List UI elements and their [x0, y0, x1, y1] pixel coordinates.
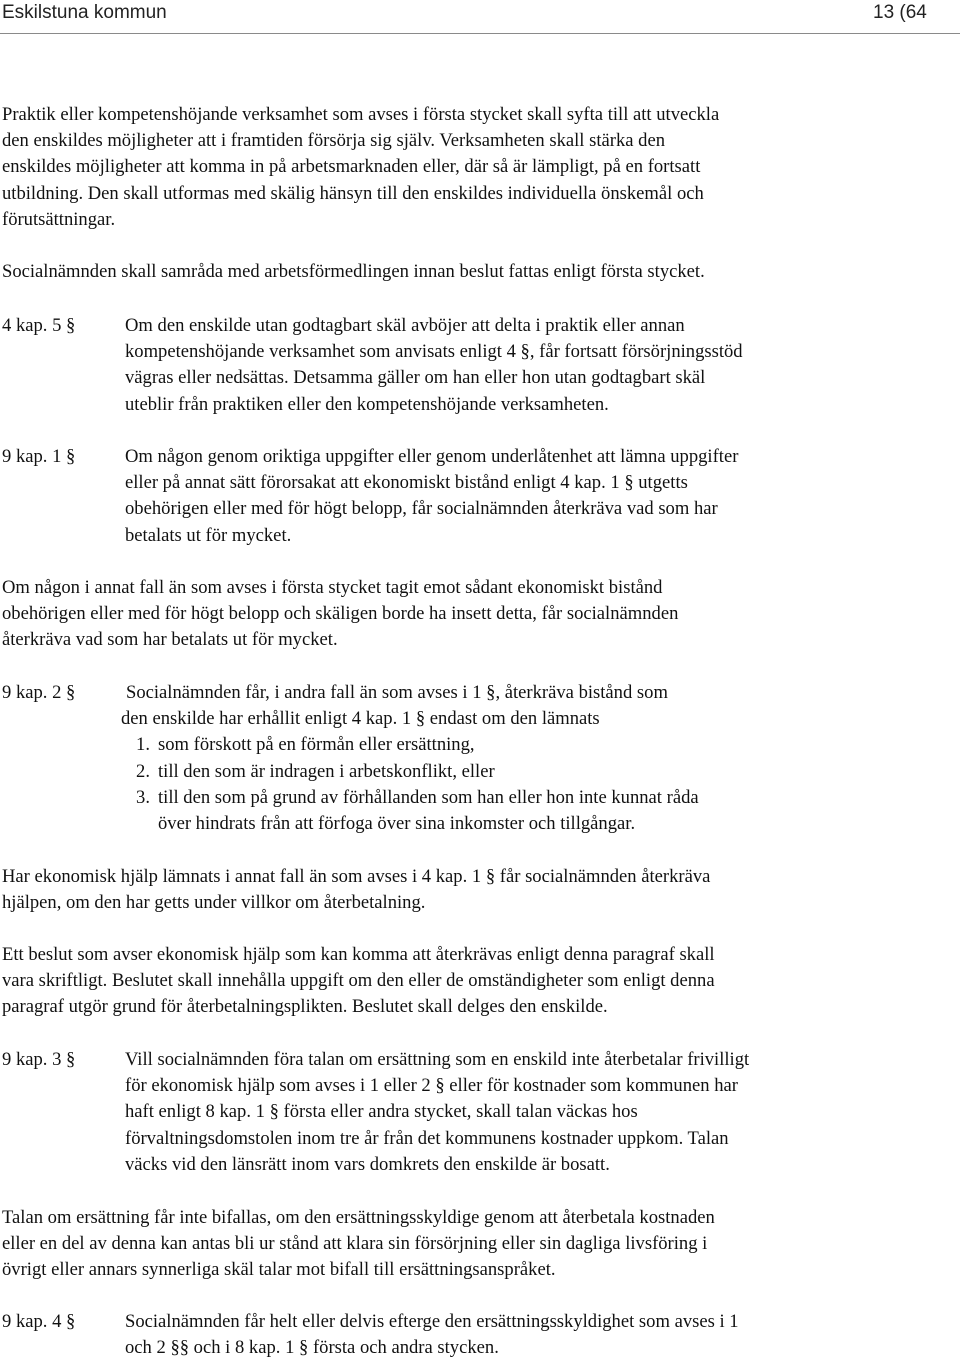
section-ref: 4 kap. 5 §: [2, 315, 76, 336]
text-line: vägras eller nedsättas. Detsamma gäller om han eller hon utan godtagbart skäl: [125, 367, 706, 389]
text-line: obehörigen eller med för högt belopp, får socialnämnden återkräva vad som har: [125, 498, 718, 520]
text-line: övrigt eller annars synnerliga skäl talar mot bifall till ersättningsanspråket.: [2, 1259, 556, 1281]
text-line: återkräva vad som har betalats ut för mycket.: [2, 629, 338, 651]
header-org: Eskilstuna kommun: [2, 2, 167, 23]
paragraph-9-3-second: [2, 1205, 715, 1284]
list-text: som förskott på en förmån eller ersättning,: [158, 734, 475, 756]
text-line: uteblir från praktiken eller den kompetenshöjande verksamheten.: [125, 393, 609, 415]
section-body: [125, 313, 743, 418]
text-line: för ekonomisk hjälp som avses i 1 eller 2 § eller för kostnader som kommunen har: [125, 1075, 738, 1097]
intro-paragraph: [2, 102, 719, 233]
text-line: Har ekonomisk hjälp lämnats i annat fall än som avses i 4 kap. 1 § får socialnämnden återkräva: [2, 866, 711, 887]
section-body: [125, 444, 738, 549]
paragraph-9-1-second: [2, 575, 678, 654]
text-line: vara skriftligt. Beslutet skall innehålla uppgift om den eller de omständigheter som enligt denna: [2, 970, 715, 992]
list-text: till den som är indragen i arbetskonflikt, eller: [158, 760, 495, 782]
list-number: 1.: [136, 734, 150, 756]
text-line: betalats ut för mycket.: [125, 524, 292, 546]
text-line: hjälpen, om den har getts under villkor om återbetalning.: [2, 892, 426, 914]
section-ref: 9 kap. 3 §: [2, 1049, 76, 1070]
text-line: Socialnämnden skall samråda med arbetsförmedlingen innan beslut fattas enligt första stycket.: [2, 261, 705, 282]
list-number: 2.: [136, 760, 150, 782]
paragraph-9-2-second: [2, 864, 710, 916]
text-line: Ett beslut som avser ekonomisk hjälp som kan komma att återkrävas enligt denna paragraf skall: [2, 944, 715, 965]
section-body: [125, 1309, 739, 1361]
text-line: Praktik eller kompetenshöjande verksamhet som avses i första stycket skall syfta till att utveckla: [2, 104, 720, 125]
section-ref: 9 kap. 1 §: [2, 446, 76, 467]
text-line: obehörigen eller med för högt belopp och skäligen borde ha insett detta, får socialnämnden: [2, 603, 679, 625]
text-line: Om den enskilde utan godtagbart skäl avböjer att delta i praktik eller annan: [125, 315, 685, 336]
section-body: [126, 680, 668, 706]
list-item: [114, 785, 699, 811]
text-line: den enskildes möjligheter att i framtiden försörja sig själv. Verksamheten skall stärka den: [2, 130, 666, 152]
text-line: förvaltningsdomstolen inom tre år från det kommunens kostnader uppkom. Talan: [125, 1127, 729, 1149]
text-line: den enskilde har erhållit enligt 4 kap. 1 § endast om den lämnats: [121, 708, 600, 730]
section-ref: 9 kap. 4 §: [2, 1311, 76, 1332]
text-line: haft enligt 8 kap. 1 § första eller andra stycket, skall talan väckas hos: [125, 1101, 638, 1123]
text-line: Vill socialnämnden föra talan om ersättning som en enskild inte återbetalar frivilligt: [125, 1049, 750, 1070]
text-line: Om någon genom oriktiga uppgifter eller genom underlåtenhet att lämna uppgifter: [125, 446, 739, 467]
text-line: väcks vid den länsrätt inom vars domkrets den enskilde är bosatt.: [125, 1153, 610, 1175]
text-line: förutsättningar.: [2, 208, 116, 230]
text-line: Socialnämnden får, i andra fall än som avses i 1 §, återkräva bistånd som: [126, 682, 668, 703]
section-body: [125, 1047, 749, 1178]
consult-paragraph: [2, 259, 705, 285]
text-line: eller på annat sätt förorsakat att ekonomiskt bistånd enligt 4 kap. 1 § utgetts: [125, 472, 688, 494]
section-ref: 9 kap. 2 §: [2, 682, 76, 703]
list-item-continuation: [114, 811, 699, 837]
text-line: Talan om ersättning får inte bifallas, om den ersättningsskyldige genom att återbetala kostnaden: [2, 1207, 715, 1228]
list-item: [114, 759, 699, 785]
section-body: [121, 706, 600, 732]
numbered-list: [114, 732, 699, 837]
text-line: paragraf utgör grund för återbetalningsplikten. Beslutet skall delges den enskilde.: [2, 996, 608, 1018]
list-item: [114, 732, 699, 758]
paragraph-9-2-third: [2, 942, 715, 1021]
text-line: utbildning. Den skall utformas med skälig hänsyn till den enskildes individuella önskemål och: [2, 182, 704, 204]
list-text: över hindrats från att förfoga över sina inkomster och tillgångar.: [158, 812, 636, 834]
header-divider: [0, 33, 960, 34]
text-line: kompetenshöjande verksamhet som anvisats enligt 4 §, får fortsatt försörjningsstöd: [125, 341, 743, 363]
text-line: Socialnämnden får helt eller delvis efterge den ersättningsskyldighet som avses i 1: [125, 1311, 739, 1332]
text-line: enskildes möjligheter att komma in på arbetsmarknaden eller, där så är lämpligt, på en fortsatt: [2, 156, 701, 178]
header-page-number: 13 (64: [873, 2, 927, 23]
list-text: till den som på grund av förhållanden som han eller hon inte kunnat råda: [158, 786, 699, 808]
text-line: och 2 §§ och i 8 kap. 1 § första och andra stycken.: [125, 1337, 499, 1359]
list-number: 3.: [136, 786, 150, 808]
text-line: Om någon i annat fall än som avses i första stycket tagit emot sådant ekonomiskt bistånd: [2, 577, 663, 598]
text-line: eller en del av denna kan antas bli ur stånd att klara sin försörjning eller sin dagliga livsföring i: [2, 1233, 708, 1255]
